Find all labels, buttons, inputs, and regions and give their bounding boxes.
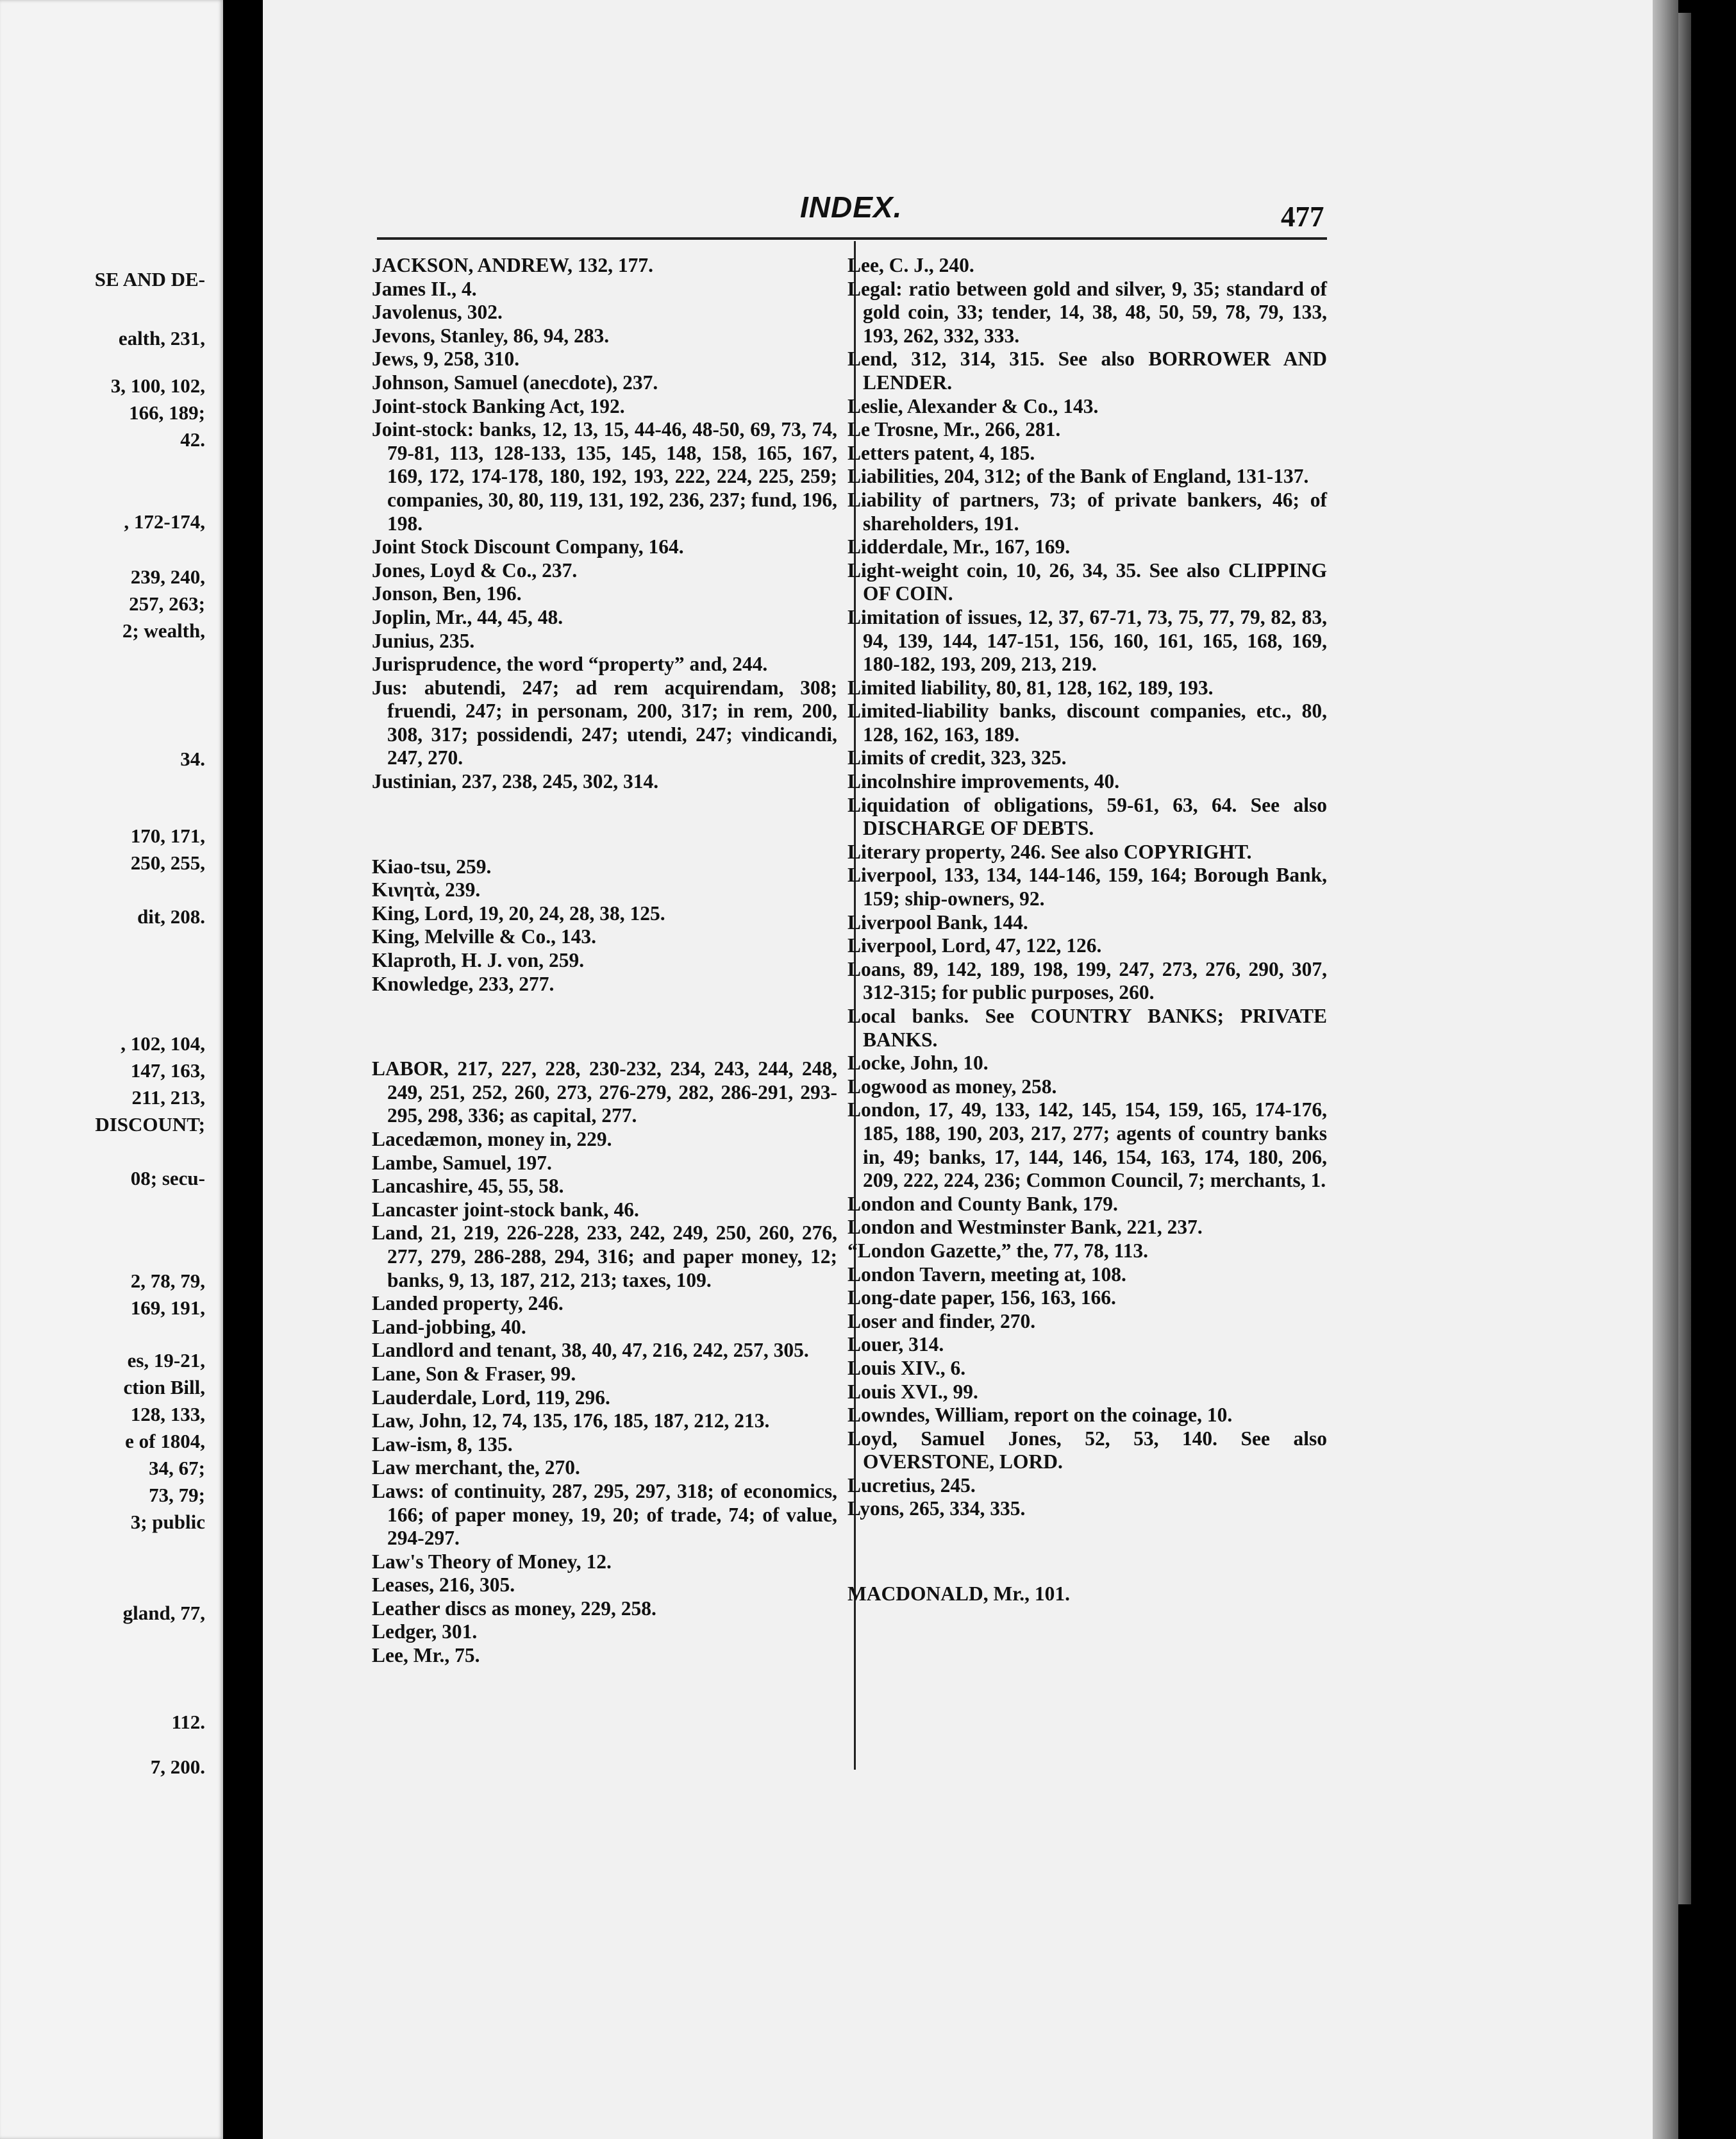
index-entry: Joint-stock: banks, 12, 13, 15, 44-46, 48-50, 69, 73, 74, 79-81, 113, 128-133, 135, 145, 148, 158, 165, 167, 169, 172, 174-178, 180, 192, 193, 222, 224, 225, 259; companies, 30, 80, 119, 131, 192, 236, 237; fund, 196, 198. [372, 418, 837, 535]
left-page-line: ealth, 231, [118, 327, 205, 349]
index-entry: Jurisprudence, the word “property” and, 244. [372, 653, 768, 676]
index-entry: Lidderdale, Mr., 167, 169. [847, 535, 1071, 558]
index-entry: Lend, 312, 314, 315. See also BORROWER AND LENDER. [847, 348, 1327, 394]
index-entry: Lee, Mr., 75. [372, 1644, 480, 1667]
index-entry: Lee, C. J., 240. [847, 254, 974, 276]
index-entry: Letters patent, 4, 185. [847, 441, 1035, 464]
index-entry: Liability of partners, 73; of private bankers, 46; of shareholders, 191. [847, 488, 1327, 535]
index-entry: Johnson, Samuel (anecdote), 237. [372, 371, 658, 394]
index-entry: Liabilities, 204, 312; of the Bank of England, 131-137. [847, 465, 1309, 488]
left-page-line: 3, 100, 102, [110, 374, 205, 397]
page-number: 477 [1281, 201, 1324, 233]
left-page-line: 169, 191, [130, 1296, 205, 1319]
left-page-line: es, 19-21, [127, 1349, 205, 1371]
left-page-line: dit, 208. [137, 905, 205, 928]
left-page-line: 128, 133, [130, 1403, 205, 1425]
index-entry: Jonson, Ben, 196. [372, 582, 522, 605]
index-entry: “London Gazette,” the, 77, 78, 113. [847, 1239, 1148, 1262]
index-entry: Land, 21, 219, 226-228, 233, 242, 249, 250, 260, 276, 277, 279, 286-288, 294, 316; and paper money, 12; banks, 9, 13, 187, 212, 213; taxes, 109. [372, 1221, 837, 1291]
index-entry: Lyons, 265, 334, 335. [847, 1497, 1026, 1520]
index-entry: Louis XVI., 99. [847, 1380, 978, 1403]
index-entry: Lancashire, 45, 55, 58. [372, 1175, 564, 1198]
left-page-line: , 102, 104, [121, 1032, 205, 1055]
left-page-line: 250, 255, [130, 851, 205, 874]
index-entry: Jones, Loyd & Co., 237. [372, 558, 578, 582]
index-entry: LABOR, 217, 227, 228, 230-232, 234, 243, 244, 248, 249, 251, 252, 260, 273, 276-279, 282, 286-291, 293-295, 298, 336; as capital, 277. [372, 1057, 837, 1127]
index-entry: Loyd, Samuel Jones, 52, 53, 140. See also OVERSTONE, LORD. [847, 1427, 1327, 1473]
index-entry: Limits of credit, 323, 325. [847, 746, 1067, 769]
left-page-line: e of 1804, [125, 1430, 205, 1452]
left-page-line: 2; wealth, [122, 619, 205, 642]
index-entry: Javolenus, 302. [372, 301, 503, 324]
index-entry: Limitation of issues, 12, 37, 67-71, 73, 75, 77, 79, 82, 83, 94, 139, 144, 147-151, 156, 160, 161, 165, 168, 169, 180-182, 193, 209, 213, 219. [847, 605, 1327, 676]
index-group-j [372, 254, 837, 794]
index-entry: Law's Theory of Money, 12. [372, 1550, 612, 1573]
index-entry: Law merchant, the, 270. [372, 1456, 580, 1479]
page-edge [1653, 0, 1678, 2139]
index-entry: Local banks. See COUNTRY BANKS; PRIVATE BANKS. [847, 1005, 1327, 1051]
index-entry: Κινητὰ, 239. [372, 878, 481, 902]
index-group-l-cont [847, 254, 1327, 1521]
left-page-line: 34, 67; [149, 1457, 205, 1479]
index-entry: Lancaster joint-stock bank, 46. [372, 1198, 639, 1221]
index-entry: Leslie, Alexander & Co., 143. [847, 394, 1099, 417]
left-page-line: 112. [171, 1711, 205, 1733]
left-page-line: 257, 263; [129, 592, 205, 615]
index-entry: London, 17, 49, 133, 142, 145, 154, 159, 165, 174-176, 185, 188, 190, 203, 217, 277; agents of country banks in, 49; banks, 17, 144, 146, 154, 163, 174, 180, 206, 209, 222, 224, 236; Common Council, 7; merchants, 1. [847, 1098, 1327, 1192]
left-page-line: SE AND DE- [94, 268, 205, 290]
index-entry: Long-date paper, 156, 163, 166. [847, 1286, 1116, 1309]
index-group-k [372, 855, 837, 996]
index-entry: King, Lord, 19, 20, 24, 28, 38, 125. [372, 902, 665, 925]
index-entry: King, Melville & Co., 143. [372, 925, 596, 948]
index-entry: Liverpool Bank, 144. [847, 910, 1028, 934]
index-entry: Land-jobbing, 40. [372, 1315, 526, 1338]
index-entry: Light-weight coin, 10, 26, 34, 35. See also CLIPPING OF COIN. [847, 558, 1327, 605]
left-page-line: 42. [180, 428, 205, 451]
group-gap [372, 794, 837, 855]
index-entry: Limited-liability banks, discount companies, etc., 80, 128, 162, 163, 189. [847, 700, 1327, 746]
index-entry: Literary property, 246. See also COPYRIGHT. [847, 840, 1252, 863]
index-entry: Jews, 9, 258, 310. [372, 348, 520, 371]
left-page-line: DISCOUNT; [95, 1113, 205, 1136]
index-entry: Lane, Son & Fraser, 99. [372, 1362, 576, 1385]
index-entry: London Tavern, meeting at, 108. [847, 1262, 1126, 1286]
index-entry: Jevons, Stanley, 86, 94, 283. [372, 324, 610, 347]
index-group-m [847, 1582, 1327, 1606]
index-entry: Law, John, 12, 74, 135, 176, 185, 187, 212, 213. [372, 1409, 770, 1432]
index-entry: Loser and finder, 270. [847, 1309, 1036, 1332]
index-entry: Laws: of continuity, 287, 295, 297, 318; of economics, 166; of paper money, 19, 20; of trade, 74; of value, 294-297. [372, 1479, 837, 1550]
index-entry: James II., 4. [372, 277, 477, 300]
index-group-l [372, 1057, 837, 1667]
index-entry: Jus: abutendi, 247; ad rem acquirendam, 308; fruendi, 247; in personam, 200, 317; in rem, 200, 308, 317; possidendi, 247; utendi, 247; vindicandi, 247, 270. [372, 676, 837, 769]
index-entry: Klaproth, H. J. von, 259. [372, 949, 585, 972]
page-edge-shadow [1678, 13, 1691, 1904]
left-page-line: gland, 77, [122, 1602, 205, 1624]
index-entry: Loans, 89, 142, 189, 198, 199, 247, 273, 276, 290, 307, 312-315; for public purposes, 260. [847, 957, 1327, 1004]
index-entry: Lowndes, William, report on the coinage, 10. [847, 1404, 1233, 1427]
index-entry: Liverpool, Lord, 47, 122, 126. [847, 934, 1102, 957]
running-title: INDEX. [800, 190, 903, 224]
index-entry: Ledger, 301. [372, 1620, 478, 1643]
index-column-right [847, 254, 1327, 1606]
index-entry: Legal: ratio between gold and silver, 9, 35; standard of gold coin, 33; tender, 14, 38, 48, 50, 59, 78, 79, 133, 193, 262, 332, 333. [847, 277, 1327, 347]
left-page-line: ction Bill, [123, 1376, 205, 1398]
left-page-line: 166, 189; [129, 401, 205, 424]
index-entry: Liquidation of obligations, 59-61, 63, 64. See also DISCHARGE OF DEBTS. [847, 793, 1327, 840]
index-entry: Justinian, 237, 238, 245, 302, 314. [372, 770, 659, 793]
left-page-line: 170, 171, [130, 825, 205, 847]
index-entry: Limited liability, 80, 81, 128, 162, 189, 193. [847, 676, 1214, 699]
header-rule [377, 237, 1327, 240]
index-entry: JACKSON, ANDREW, 132, 177. [372, 254, 654, 276]
index-entry: Louis XIV., 6. [847, 1356, 966, 1379]
left-page-line: 239, 240, [130, 566, 205, 588]
index-column-left [372, 254, 837, 1668]
left-page-line: 3; public [130, 1511, 205, 1533]
index-entry: Junius, 235. [372, 629, 475, 652]
index-entry: Joint-stock Banking Act, 192. [372, 394, 625, 417]
index-entry: Le Trosne, Mr., 266, 281. [847, 418, 1061, 441]
left-page-lines [0, 0, 223, 2139]
left-page-line: 73, 79; [149, 1484, 205, 1506]
index-entry: Louer, 314. [847, 1333, 944, 1356]
index-entry: Lauderdale, Lord, 119, 296. [372, 1386, 610, 1409]
index-entry: Kiao-tsu, 259. [372, 855, 492, 878]
left-page-line: 211, 213, [131, 1086, 205, 1109]
index-entry: Leather discs as money, 229, 258. [372, 1597, 656, 1620]
index-entry: Knowledge, 233, 277. [372, 972, 555, 995]
index-entry: Logwood as money, 258. [847, 1075, 1057, 1098]
index-entry: London and Westminster Bank, 221, 237. [847, 1216, 1203, 1239]
left-page-line: 2, 78, 79, [130, 1270, 205, 1292]
index-entry: Lambe, Samuel, 197. [372, 1151, 552, 1174]
index-entry: Locke, John, 10. [847, 1052, 989, 1075]
left-page-line: 147, 163, [130, 1059, 205, 1082]
index-entry: Leases, 216, 305. [372, 1573, 515, 1597]
left-page-line: 08; secu- [130, 1167, 205, 1189]
index-entry: Lacedæmon, money in, 229. [372, 1128, 612, 1150]
index-entry: London and County Bank, 179. [847, 1192, 1118, 1215]
left-page-line: 7, 200. [150, 1756, 205, 1778]
index-entry: Joplin, Mr., 44, 45, 48. [372, 605, 563, 628]
left-page-line: , 172-174, [124, 510, 205, 533]
index-entry: Lincolnshire improvements, 40. [847, 770, 1120, 793]
index-entry: Lucretius, 245. [847, 1473, 976, 1497]
index-entry: Law-ism, 8, 135. [372, 1432, 513, 1455]
index-entry: Liverpool, 133, 134, 144-146, 159, 164; Borough Bank, 159; ship-owners, 92. [847, 864, 1327, 910]
index-entry: Landed property, 246. [372, 1292, 563, 1315]
index-entry: Landlord and tenant, 38, 40, 47, 216, 242, 257, 305. [372, 1339, 809, 1362]
left-page-fragment [0, 0, 223, 2139]
index-entry: Joint Stock Discount Company, 164. [372, 535, 684, 558]
group-gap [372, 996, 837, 1057]
group-gap [847, 1521, 1327, 1582]
left-page-line: 34. [180, 748, 205, 770]
index-entry: MACDONALD, Mr., 101. [847, 1582, 1071, 1606]
